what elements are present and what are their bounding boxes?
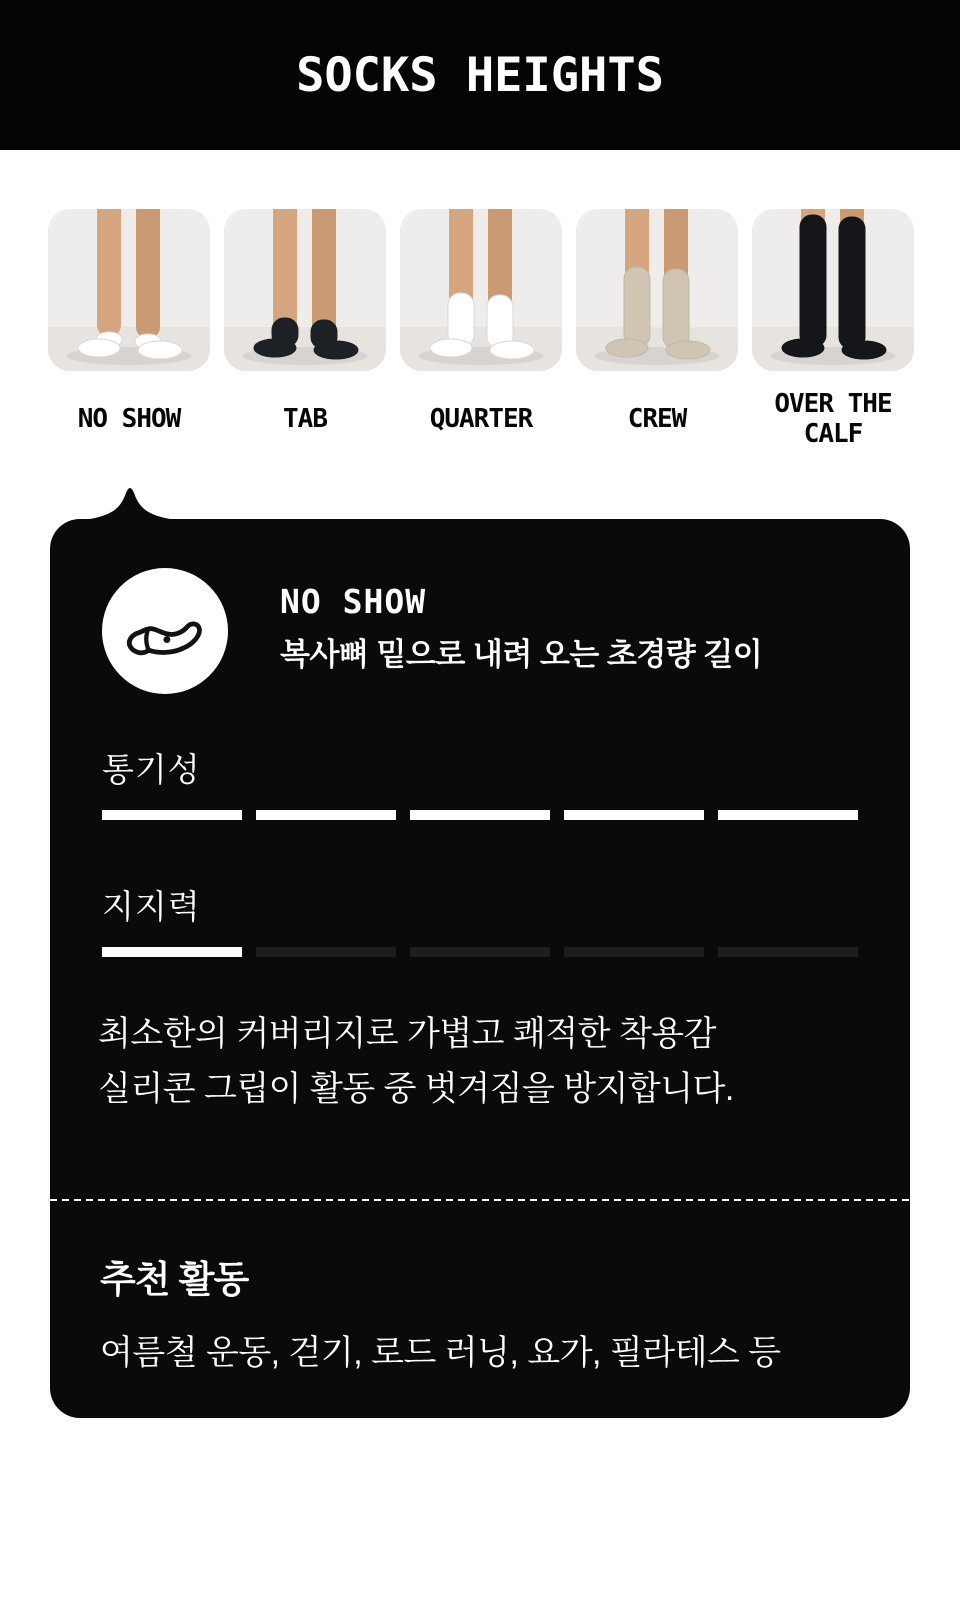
legs-wearing-tab-socks	[224, 209, 386, 371]
legs-wearing-quarter-socks	[400, 209, 562, 371]
rating-bars	[102, 810, 858, 820]
rating-bar-inactive	[718, 947, 858, 957]
recommend-title: 추천 활동	[100, 1259, 249, 1300]
legs-wearing-crew-socks	[576, 209, 738, 371]
sock-heights-row	[48, 209, 914, 451]
description-text	[98, 1007, 878, 1117]
sock-height-label: QUARTER	[429, 404, 533, 434]
card-pointer-tail	[84, 486, 176, 520]
rating-bar-active	[410, 810, 550, 820]
page-title: SOCKS HEIGHTS	[296, 47, 664, 103]
rating-bar-active	[102, 810, 242, 820]
rating-bar-inactive	[564, 947, 704, 957]
rating-row	[102, 753, 858, 820]
rating-label: 통기성	[102, 751, 201, 788]
sock-height-tile[interactable]	[224, 209, 386, 451]
sock-height-label: NO SHOW	[77, 404, 181, 434]
header	[0, 0, 960, 150]
rating-list	[102, 753, 858, 1027]
sock-height-label: OVER THE CALF	[774, 389, 892, 449]
dashed-divider	[50, 1199, 910, 1201]
rating-bar-inactive	[256, 947, 396, 957]
sock-height-tile[interactable]	[48, 209, 210, 451]
rating-label: 지지력	[102, 888, 201, 925]
recommend-items: 여름철 운동, 걷기, 로드 러닝, 요가, 필라테스 등	[100, 1334, 781, 1372]
rating-bars	[102, 947, 858, 957]
rating-bar-inactive	[410, 947, 550, 957]
rating-bar-active	[102, 947, 242, 957]
detail-card	[50, 519, 910, 1418]
card-title: NO SHOW	[280, 582, 427, 621]
description-line-2: 실리콘 그립이 활동 중 벗겨짐을 방지합니다.	[98, 1070, 734, 1108]
sock-height-tile[interactable]	[400, 209, 562, 451]
no-show-sock-icon	[102, 568, 228, 694]
sock-height-tile[interactable]	[576, 209, 738, 451]
rating-row	[102, 890, 858, 957]
rating-bar-active	[564, 810, 704, 820]
legs-wearing-no-show-socks	[48, 209, 210, 371]
legs-wearing-over-the-calf-socks	[752, 209, 914, 371]
sock-height-label: CREW	[627, 404, 687, 434]
card-subtitle: 복사뼈 밑으로 내려 오는 초경량 길이	[280, 637, 763, 672]
rating-bar-active	[256, 810, 396, 820]
description-line-1: 최소한의 커버리지로 가볍고 쾌적한 착용감	[98, 1015, 716, 1053]
rating-bar-active	[718, 810, 858, 820]
sock-height-label: TAB	[283, 404, 327, 434]
sock-height-tile[interactable]	[752, 209, 914, 451]
